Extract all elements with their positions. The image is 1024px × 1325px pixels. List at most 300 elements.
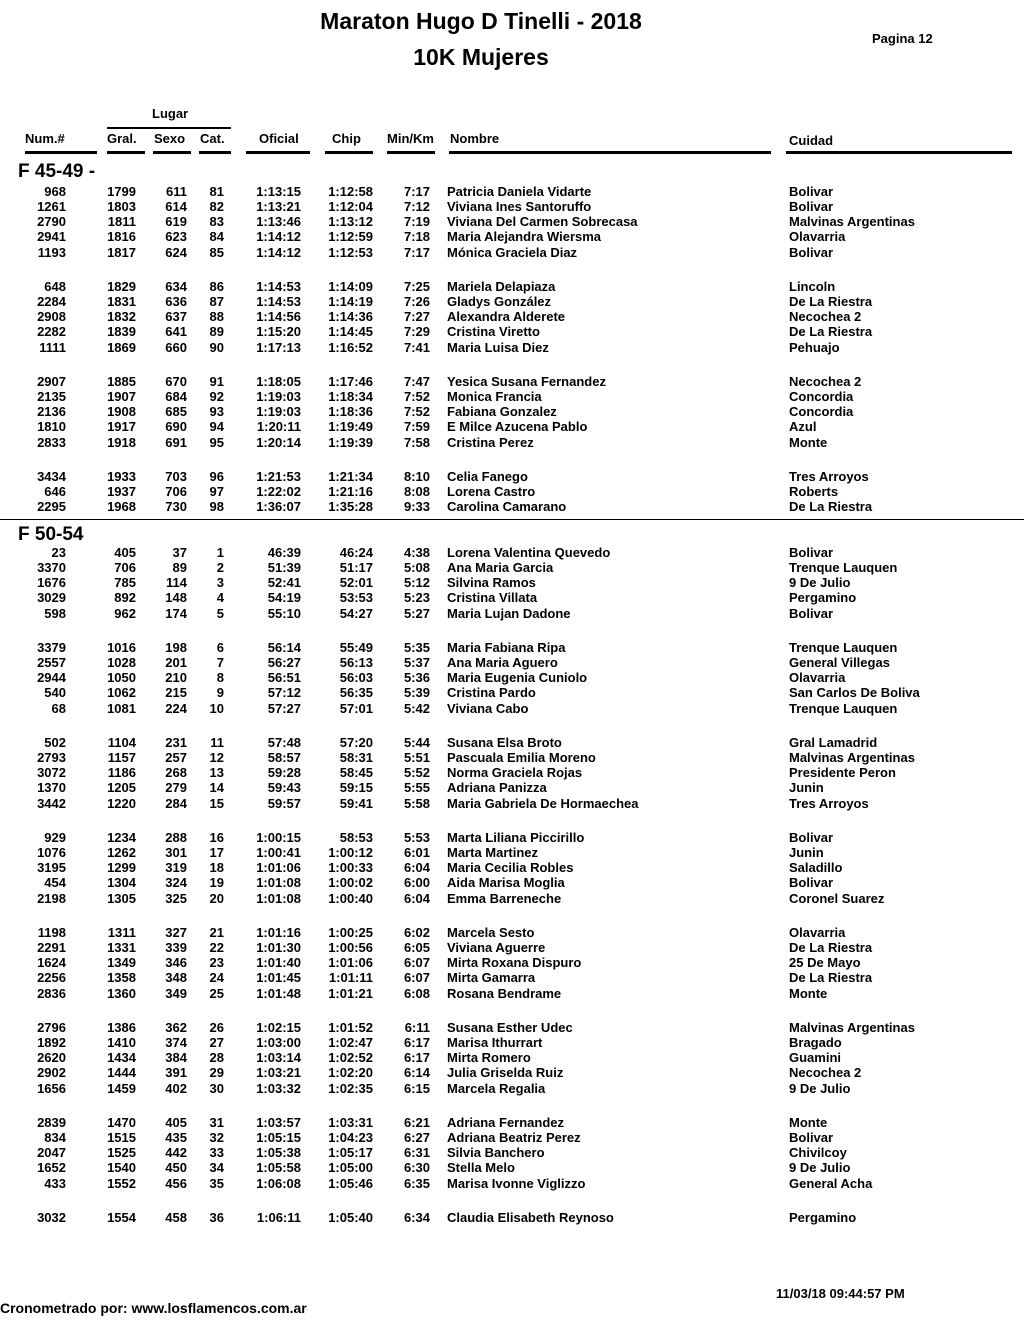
cell-ofi: 1:00:41 <box>256 845 301 861</box>
cell-name: Susana Elsa Broto <box>447 735 562 750</box>
cell-num: 1656 <box>37 1080 66 1096</box>
cell-num: 68 <box>51 700 66 716</box>
cell-cat: 81 <box>209 184 224 199</box>
result-row <box>0 970 1024 985</box>
cell-city: 9 De Julio <box>789 1160 851 1176</box>
cell-min: 7:47 <box>403 374 430 389</box>
cell-chip: 56:03 <box>339 670 373 686</box>
cell-min: 5:44 <box>403 735 430 750</box>
cell-sexo: 210 <box>165 670 187 686</box>
result-row <box>0 1081 1024 1096</box>
cell-cat: 29 <box>209 1065 224 1081</box>
cell-city: Monte <box>789 985 828 1001</box>
cell-ofi: 56:14 <box>267 640 301 655</box>
cell-gral: 1444 <box>107 1065 136 1081</box>
cell-num: 2839 <box>37 1115 66 1130</box>
cell-ofi: 52:41 <box>267 575 301 591</box>
result-row <box>0 986 1024 1001</box>
cell-sexo: 619 <box>165 214 187 230</box>
cell-city: De La Riestra <box>789 940 873 956</box>
cell-ofi: 1:05:58 <box>256 1160 301 1176</box>
cell-sexo: 319 <box>165 860 187 876</box>
cell-num: 2557 <box>37 655 66 671</box>
cell-chip: 1:00:40 <box>328 890 373 906</box>
cell-chip: 59:15 <box>339 780 373 796</box>
cell-num: 968 <box>44 184 66 199</box>
cell-ofi: 1:13:21 <box>256 199 301 215</box>
cell-city: 9 De Julio <box>789 575 851 591</box>
cell-sexo: 684 <box>165 389 187 405</box>
cell-sexo: 224 <box>165 700 187 716</box>
cell-sexo: 634 <box>165 279 187 294</box>
cell-gral: 1104 <box>107 735 136 750</box>
cell-min: 7:25 <box>403 279 430 294</box>
cell-sexo: 327 <box>165 925 187 940</box>
cell-num: 1370 <box>37 780 66 796</box>
cell-sexo: 405 <box>165 1115 187 1130</box>
cell-cat: 92 <box>209 389 224 405</box>
cell-ofi: 1:22:02 <box>256 484 301 500</box>
cell-num: 1624 <box>37 955 66 971</box>
cell-sexo: 614 <box>165 199 187 215</box>
report-title: Maraton Hugo D Tinelli - 2018 <box>320 8 642 34</box>
cell-sexo: 215 <box>165 685 187 701</box>
cell-num: 2136 <box>37 404 66 420</box>
cell-gral: 1157 <box>107 750 136 766</box>
cell-min: 7:41 <box>403 339 430 355</box>
cell-ofi: 59:28 <box>267 765 301 781</box>
result-row <box>0 229 1024 244</box>
header-rule-sexo <box>153 151 191 154</box>
cell-name: Adriana Panizza <box>447 780 547 796</box>
cell-cat: 36 <box>209 1210 224 1225</box>
cell-cat: 8 <box>216 670 224 686</box>
cell-sexo: 458 <box>165 1210 187 1225</box>
cell-sexo: 450 <box>165 1160 187 1176</box>
cell-gral: 785 <box>114 575 136 591</box>
column-header-oficial: Oficial <box>259 131 299 146</box>
cell-chip: 1:13:12 <box>328 214 373 230</box>
cell-min: 6:07 <box>403 955 430 971</box>
cell-cat: 84 <box>209 229 224 245</box>
cell-cat: 13 <box>209 765 224 781</box>
cell-chip: 1:01:52 <box>328 1020 373 1035</box>
cell-cat: 82 <box>209 199 224 215</box>
cell-min: 5:52 <box>403 765 430 781</box>
cell-min: 6:21 <box>403 1115 430 1130</box>
cell-gral: 1050 <box>107 670 136 686</box>
cell-chip: 1:16:52 <box>328 339 373 355</box>
cell-chip: 58:31 <box>339 750 373 766</box>
cell-num: 2944 <box>37 670 66 686</box>
cell-name: Mirta Romero <box>447 1050 531 1066</box>
cell-city: Roberts <box>789 484 839 500</box>
cell-chip: 53:53 <box>339 590 373 606</box>
cell-gral: 962 <box>114 605 136 621</box>
cell-city: San Carlos De Boliva <box>789 685 920 701</box>
result-row <box>0 245 1024 260</box>
cell-chip: 1:05:46 <box>328 1175 373 1191</box>
cell-gral: 1803 <box>107 199 136 215</box>
cell-cat: 30 <box>209 1080 224 1096</box>
cell-ofi: 1:21:53 <box>256 469 301 484</box>
cell-sexo: 148 <box>165 590 187 606</box>
cell-city: 9 De Julio <box>789 1080 851 1096</box>
cell-sexo: 284 <box>165 795 187 811</box>
cell-name: Viviana Del Carmen Sobrecasa <box>447 214 638 230</box>
cell-gral: 1220 <box>107 795 136 811</box>
cell-chip: 57:20 <box>339 735 373 750</box>
cell-num: 2047 <box>37 1145 66 1161</box>
cell-chip: 1:21:34 <box>328 469 373 484</box>
cell-name: Marisa Ithurrart <box>447 1035 543 1051</box>
cell-sexo: 257 <box>165 750 187 766</box>
cell-name: Adriana Fernandez <box>447 1115 565 1130</box>
cell-gral: 1816 <box>107 229 136 245</box>
cell-gral: 405 <box>114 545 136 560</box>
cell-chip: 1:05:00 <box>328 1160 373 1176</box>
cell-cat: 6 <box>216 640 224 655</box>
result-row <box>0 1210 1024 1225</box>
cell-num: 2291 <box>37 940 66 956</box>
cell-sexo: 391 <box>165 1065 187 1081</box>
cell-ofi: 1:13:46 <box>256 214 301 230</box>
cell-min: 5:12 <box>403 575 430 591</box>
cell-ofi: 1:15:20 <box>256 324 301 340</box>
cell-min: 7:58 <box>403 434 430 450</box>
cell-gral: 1908 <box>107 404 136 420</box>
cell-sexo: 325 <box>165 890 187 906</box>
result-row <box>0 1115 1024 1130</box>
cell-cat: 7 <box>216 655 224 671</box>
cell-chip: 57:01 <box>339 700 373 716</box>
cell-city: Bolivar <box>789 244 834 260</box>
cell-gral: 1554 <box>107 1210 136 1225</box>
cell-city: Malvinas Argentinas <box>789 1020 915 1035</box>
cell-ofi: 1:18:05 <box>256 374 301 389</box>
cell-city: Gral Lamadrid <box>789 735 878 750</box>
column-header-minkm: Min/Km <box>387 131 434 146</box>
header-rule-minkm <box>387 151 435 154</box>
lugar-underline <box>107 127 231 129</box>
cell-city: Bolivar <box>789 199 834 215</box>
cell-name: Maria Lujan Dadone <box>447 605 571 621</box>
cell-ofi: 1:01:16 <box>256 925 301 940</box>
cell-ofi: 1:14:12 <box>256 229 301 245</box>
cell-num: 1892 <box>37 1035 66 1051</box>
cell-min: 7:19 <box>403 214 430 230</box>
result-row <box>0 499 1024 514</box>
result-row <box>0 419 1024 434</box>
cell-chip: 58:45 <box>339 765 373 781</box>
cell-sexo: 174 <box>165 605 187 621</box>
cell-gral: 1829 <box>107 279 136 294</box>
cell-gral: 1832 <box>107 309 136 325</box>
cell-num: 3434 <box>37 469 66 484</box>
cell-min: 5:53 <box>403 830 430 845</box>
cell-sexo: 703 <box>165 469 187 484</box>
result-row <box>0 670 1024 685</box>
cell-cat: 34 <box>209 1160 224 1176</box>
cell-sexo: 706 <box>165 484 187 500</box>
cell-name: Cristina Villata <box>447 590 538 606</box>
cell-city: Olavarria <box>789 229 846 245</box>
cell-name: Mirta Roxana Dispuro <box>447 955 582 971</box>
cell-sexo: 690 <box>165 419 187 435</box>
column-header-cat: Cat. <box>200 131 225 146</box>
cell-gral: 1349 <box>107 955 136 971</box>
cell-num: 3379 <box>37 640 66 655</box>
cell-num: 2907 <box>37 374 66 389</box>
cell-ofi: 55:10 <box>267 605 301 621</box>
cell-city: Bolivar <box>789 830 834 845</box>
cell-gral: 1234 <box>107 830 136 845</box>
cell-gral: 1360 <box>107 985 136 1001</box>
cell-city: Bolivar <box>789 545 834 560</box>
cell-cat: 28 <box>209 1050 224 1066</box>
cell-min: 6:30 <box>403 1160 430 1176</box>
cell-ofi: 1:14:53 <box>256 279 301 294</box>
cell-ofi: 1:14:12 <box>256 244 301 260</box>
result-row <box>0 860 1024 875</box>
cell-num: 3072 <box>37 765 66 781</box>
cell-num: 3370 <box>37 560 66 576</box>
cell-city: Junin <box>789 845 824 861</box>
cell-chip: 1:12:53 <box>328 244 373 260</box>
cell-num: 2941 <box>37 229 66 245</box>
cell-min: 6:17 <box>403 1050 430 1066</box>
cell-city: Guamini <box>789 1050 842 1066</box>
cell-name: Ana Maria Aguero <box>447 655 558 671</box>
cell-gral: 1028 <box>107 655 136 671</box>
cell-ofi: 1:19:03 <box>256 404 301 420</box>
cell-cat: 95 <box>209 434 224 450</box>
cell-name: Maria Gabriela De Hormaechea <box>447 795 639 811</box>
result-row <box>0 891 1024 906</box>
cell-gral: 1933 <box>107 469 136 484</box>
cell-num: 2833 <box>37 434 66 450</box>
cell-ofi: 56:51 <box>267 670 301 686</box>
cell-chip: 1:02:52 <box>328 1050 373 1066</box>
column-header-nombre: Nombre <box>450 131 500 146</box>
cell-ofi: 1:01:06 <box>256 860 301 876</box>
cell-ofi: 1:17:13 <box>256 339 301 355</box>
column-header-ciudad: Cuidad <box>789 133 834 148</box>
cell-city: Lincoln <box>789 279 836 294</box>
cell-cat: 19 <box>209 875 224 891</box>
result-row <box>0 279 1024 294</box>
cell-gral: 1186 <box>107 765 136 781</box>
cell-sexo: 37 <box>172 545 187 560</box>
cell-num: 2836 <box>37 985 66 1001</box>
cell-name: Lorena Castro <box>447 484 536 500</box>
cell-chip: 1:00:25 <box>328 925 373 940</box>
cell-min: 6:15 <box>403 1080 430 1096</box>
cell-name: Marta Liliana Piccirillo <box>447 830 585 845</box>
cell-chip: 1:04:23 <box>328 1130 373 1146</box>
cell-cat: 22 <box>209 940 224 956</box>
cell-num: 1652 <box>37 1160 66 1176</box>
result-row <box>0 875 1024 890</box>
result-row <box>0 1050 1024 1065</box>
result-row <box>0 1160 1024 1175</box>
cell-ofi: 1:03:57 <box>256 1115 301 1130</box>
lugar-header: Lugar <box>152 106 189 121</box>
cell-ofi: 57:12 <box>267 685 301 701</box>
cell-ofi: 1:01:08 <box>256 875 301 891</box>
result-row <box>0 389 1024 404</box>
cell-name: Maria Luisa Diez <box>447 339 549 355</box>
cell-num: 2796 <box>37 1020 66 1035</box>
cell-gral: 1081 <box>107 700 136 716</box>
cell-city: Concordia <box>789 404 854 420</box>
result-row <box>0 1145 1024 1160</box>
cell-ofi: 1:03:00 <box>256 1035 301 1051</box>
cell-sexo: 339 <box>165 940 187 956</box>
cell-city: De La Riestra <box>789 499 873 515</box>
cell-ofi: 51:39 <box>267 560 301 576</box>
cell-num: 433 <box>44 1175 66 1191</box>
cell-min: 7:52 <box>403 404 430 420</box>
cell-num: 2620 <box>37 1050 66 1066</box>
result-row <box>0 701 1024 716</box>
cell-sexo: 384 <box>165 1050 187 1066</box>
cell-gral: 1305 <box>107 890 136 906</box>
cell-ofi: 1:14:56 <box>256 309 301 325</box>
cell-ofi: 1:00:15 <box>256 830 301 845</box>
cell-sexo: 402 <box>165 1080 187 1096</box>
cell-name: Emma Barreneche <box>447 890 562 906</box>
cell-gral: 1552 <box>107 1175 136 1191</box>
cell-city: Malvinas Argentinas <box>789 214 915 230</box>
cell-ofi: 1:06:08 <box>256 1175 301 1191</box>
cell-city: Monte <box>789 434 828 450</box>
cell-gral: 1016 <box>107 640 136 655</box>
cell-sexo: 114 <box>166 575 187 591</box>
cell-ofi: 1:01:48 <box>256 985 301 1001</box>
cell-gral: 1386 <box>107 1020 136 1035</box>
result-row <box>0 294 1024 309</box>
cell-chip: 1:18:34 <box>328 389 373 405</box>
cell-min: 6:07 <box>403 970 430 986</box>
cell-gral: 1811 <box>107 214 136 230</box>
result-row <box>0 940 1024 955</box>
cell-name: Monica Francia <box>447 389 542 405</box>
cell-cat: 15 <box>209 795 224 811</box>
cell-cat: 96 <box>209 469 224 484</box>
cell-min: 5:42 <box>403 700 430 716</box>
report-subtitle: 10K Mujeres <box>413 44 549 70</box>
cell-chip: 1:01:11 <box>328 970 373 986</box>
cell-city: Malvinas Argentinas <box>789 750 915 766</box>
cell-min: 6:04 <box>403 860 430 876</box>
result-row <box>0 309 1024 324</box>
cell-name: Susana Esther Udec <box>447 1020 573 1035</box>
cell-chip: 51:17 <box>339 560 373 576</box>
cell-num: 834 <box>44 1130 66 1146</box>
result-row <box>0 184 1024 199</box>
cell-num: 1810 <box>37 419 66 435</box>
cell-city: Monte <box>789 1115 828 1130</box>
cell-cat: 14 <box>209 780 224 796</box>
cell-min: 5:37 <box>403 655 430 671</box>
cell-name: Maria Eugenia Cuniolo <box>447 670 588 686</box>
cell-min: 6:35 <box>403 1175 430 1191</box>
cell-min: 5:27 <box>403 605 430 621</box>
cell-cat: 85 <box>209 244 224 260</box>
cell-gral: 1304 <box>107 875 136 891</box>
cell-ofi: 59:43 <box>267 780 301 796</box>
cell-city: Olavarria <box>789 925 846 940</box>
cell-chip: 56:13 <box>339 655 373 671</box>
cell-sexo: 637 <box>165 309 187 325</box>
cell-min: 6:31 <box>403 1145 430 1161</box>
cell-cat: 2 <box>216 560 224 576</box>
cell-ofi: 1:01:40 <box>256 955 301 971</box>
cell-ofi: 1:03:32 <box>256 1080 301 1096</box>
cell-min: 5:51 <box>403 750 430 766</box>
cell-name: Patricia Daniela Vidarte <box>447 184 592 199</box>
cell-cat: 83 <box>209 214 224 230</box>
column-header-gral: Gral. <box>107 131 137 146</box>
cell-city: Trenque Lauquen <box>789 700 898 716</box>
cell-cat: 23 <box>209 955 224 971</box>
cell-sexo: 670 <box>165 374 187 389</box>
cell-sexo: 611 <box>166 184 187 199</box>
cell-name: Norma Graciela Rojas <box>447 765 583 781</box>
cell-min: 6:04 <box>403 890 430 906</box>
cell-name: Silvina Ramos <box>447 575 536 591</box>
cell-sexo: 201 <box>165 655 187 671</box>
cell-chip: 1:14:36 <box>328 309 373 325</box>
cell-chip: 1:00:56 <box>328 940 373 956</box>
cell-min: 6:05 <box>403 940 430 956</box>
cell-chip: 1:14:19 <box>328 294 373 310</box>
cell-name: Viviana Aguerre <box>447 940 546 956</box>
column-header-num: Num.# <box>25 131 65 146</box>
cell-cat: 12 <box>209 750 224 766</box>
cell-city: Bolivar <box>789 184 834 199</box>
result-row <box>0 830 1024 845</box>
cell-gral: 1937 <box>107 484 136 500</box>
result-row <box>0 780 1024 795</box>
cell-num: 2902 <box>37 1065 66 1081</box>
header-rule-num <box>25 151 97 154</box>
cell-ofi: 1:20:11 <box>256 419 301 435</box>
cell-ofi: 1:20:14 <box>256 434 301 450</box>
cell-cat: 9 <box>216 685 224 701</box>
cell-cat: 89 <box>209 324 224 340</box>
cell-cat: 18 <box>209 860 224 876</box>
cell-num: 540 <box>44 685 66 701</box>
result-row <box>0 1035 1024 1050</box>
cell-name: Cristina Pardo <box>447 685 536 701</box>
cell-num: 2135 <box>37 389 66 405</box>
cell-min: 7:52 <box>403 389 430 405</box>
result-row <box>0 845 1024 860</box>
cell-cat: 11 <box>210 735 224 750</box>
cell-cat: 94 <box>209 419 224 435</box>
cell-cat: 4 <box>216 590 224 606</box>
cell-min: 7:17 <box>403 184 430 199</box>
cell-city: Coronel Suarez <box>789 890 885 906</box>
cell-name: Alexandra Alderete <box>447 309 566 325</box>
cell-city: De La Riestra <box>789 324 873 340</box>
cell-city: Chivilcoy <box>789 1145 847 1161</box>
cell-chip: 46:24 <box>339 545 373 560</box>
cell-chip: 54:27 <box>339 605 373 621</box>
cell-ofi: 57:48 <box>267 735 301 750</box>
